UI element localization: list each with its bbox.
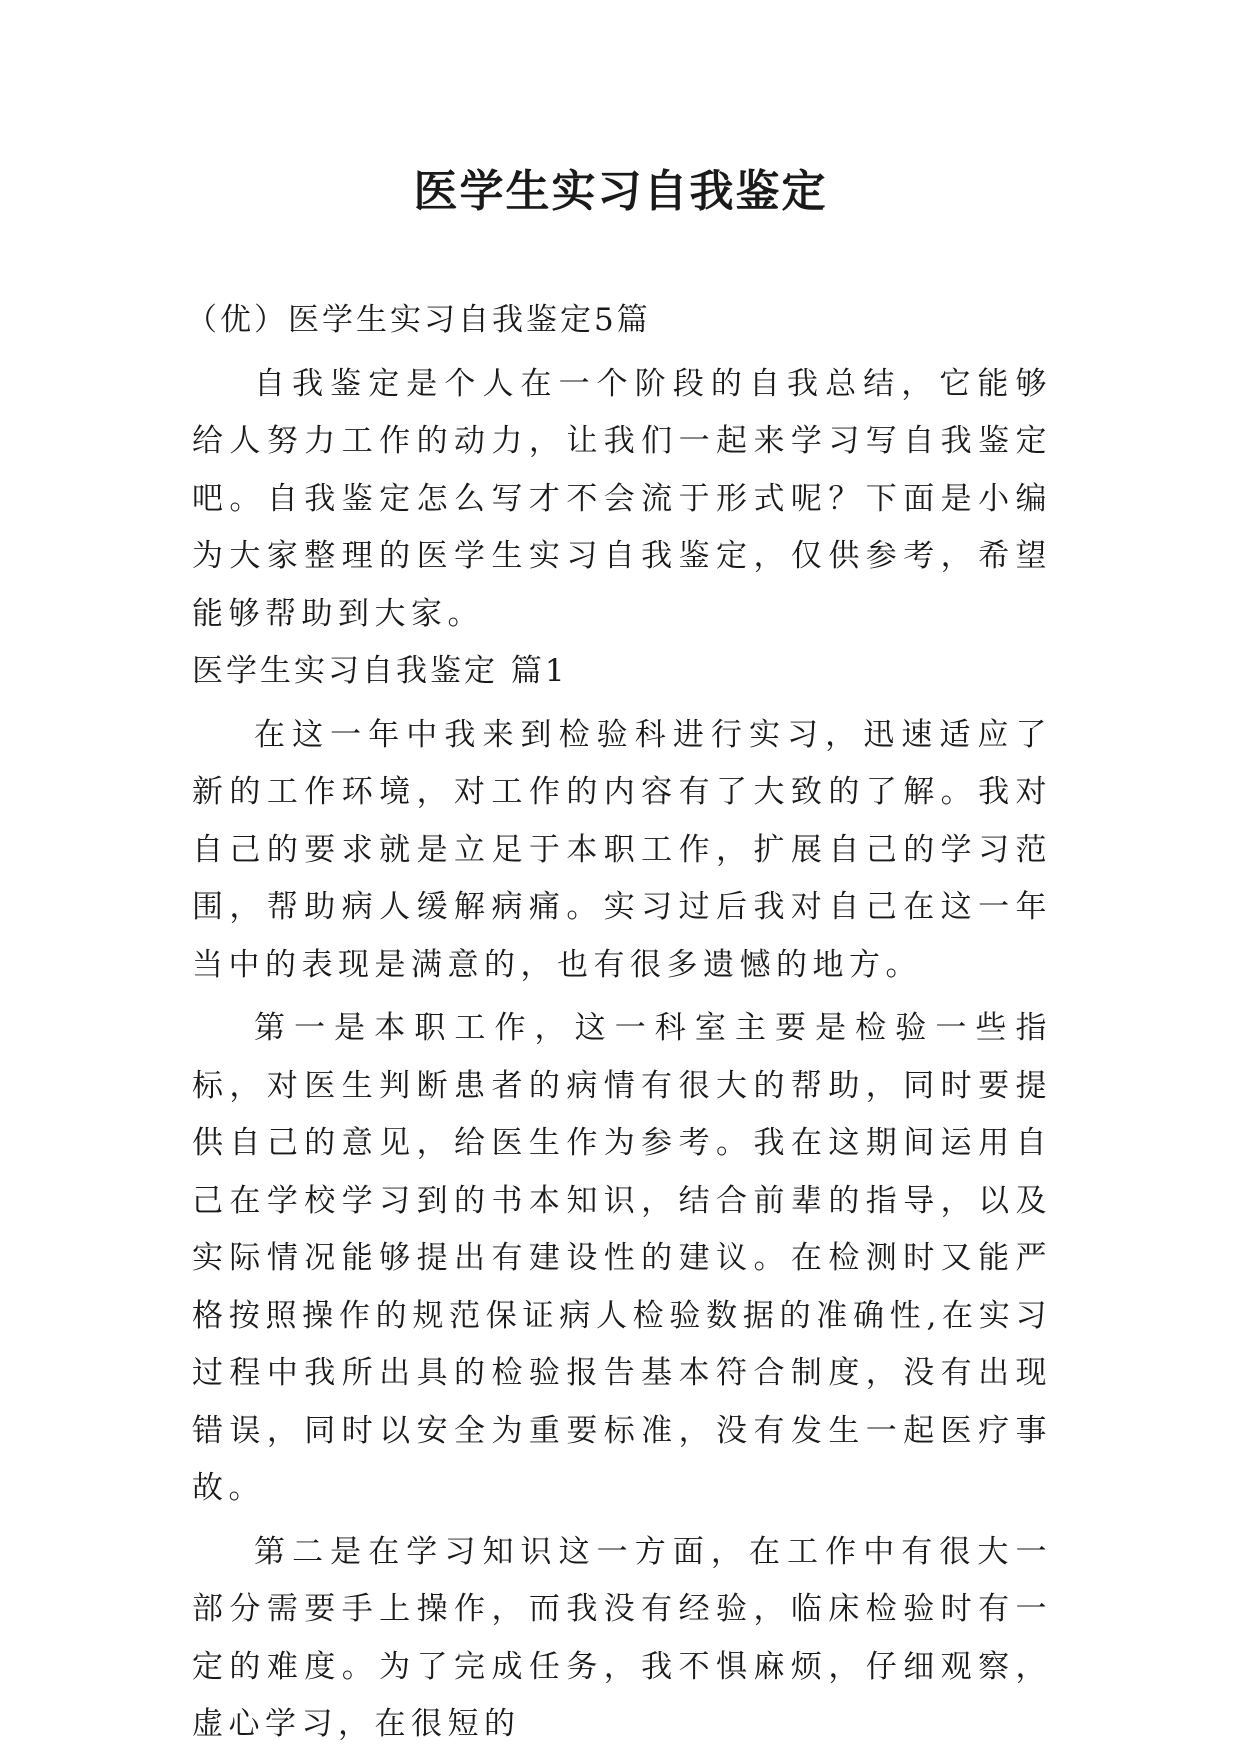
document-subtitle: （优）医学生实习自我鉴定5篇 bbox=[186, 302, 651, 338]
intro-paragraph: 自我鉴定是个人在一个阶段的自我总结，它能够给人努力工作的动力，让我们一起来学习写自我鉴定吧。自我鉴定怎么写才不会流于形式呢？下面是小编为大家整理的医学生实习自我鉴定，仅供参考，希望能够帮助到大家。 bbox=[192, 365, 1052, 632]
body-paragraph-1: 在这一年中我来到检验科进行实习，迅速适应了新的工作环境，对工作的内容有了大致的了解。我对自己的要求就是立足于本职工作，扩展自己的学习范围，帮助病人缓解病痛。实习过后我对自己在这一年当中的表现是满意的，也有很多遗憾的地方。 bbox=[192, 716, 1052, 983]
document-title: 医学生实习自我鉴定 bbox=[413, 166, 828, 217]
body-paragraph-2: 第一是本职工作，这一科室主要是检验一些指标，对医生判断患者的病情有很大的帮助，同时要提供自己的意见，给医生作为参考。我在这期间运用自己在学校学习到的书本知识，结合前辈的指导，以及实际情况能够提出有建设性的建议。在检测时又能严格按照操作的规范保证病人检验数据的准确性,在实习过程中我所出具的检验报告基本符合制度，没有出现错误，同时以安全为重要标准，没有发生一起医疗事故。 bbox=[192, 1010, 1052, 1506]
document-body bbox=[186, 292, 1052, 1754]
section-heading: 医学生实习自我鉴定 篇1 bbox=[192, 653, 568, 689]
body-paragraph-3: 第二是在学习知识这一方面，在工作中有很大一部分需要手上操作，而我没有经验，临床检验时有一定的难度。为了完成任务，我不惧麻烦，仔细观察，虚心学习，在很短的 bbox=[192, 1533, 1052, 1742]
